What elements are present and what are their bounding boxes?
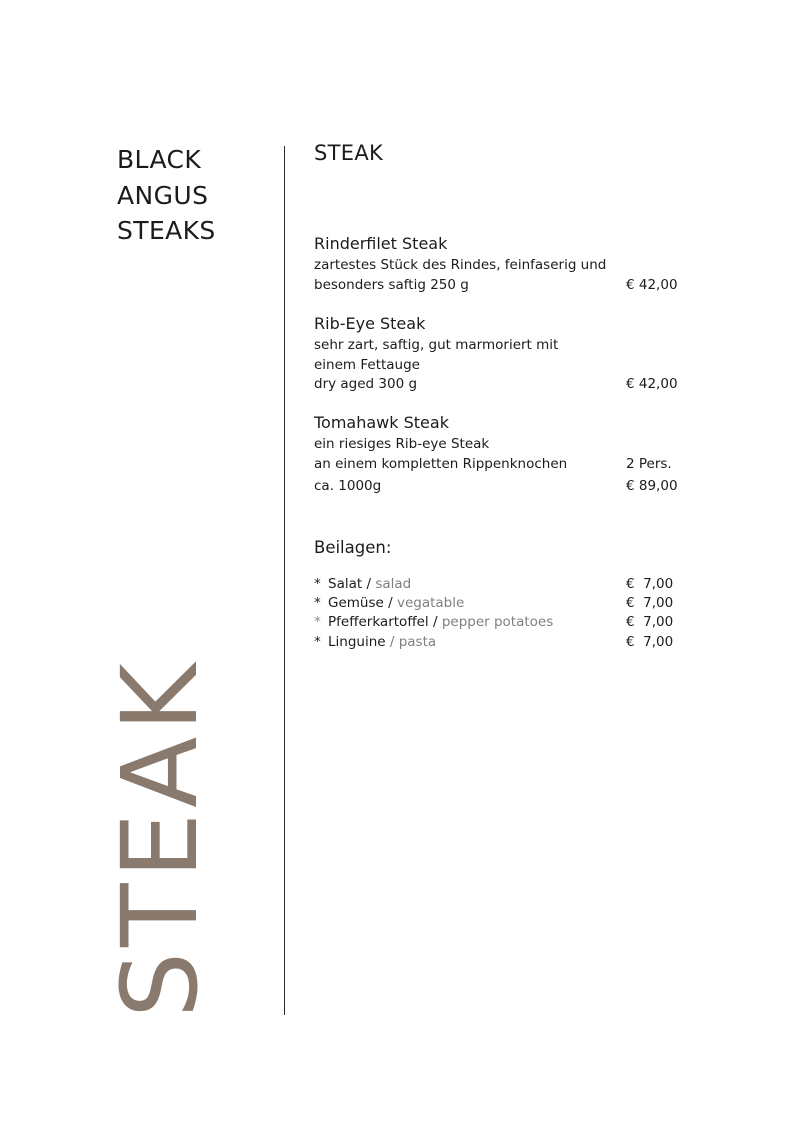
slash-separator: /: [362, 576, 376, 592]
bullet-asterisk: *: [314, 633, 321, 650]
section-title: STEAK: [314, 141, 384, 165]
description-text: sehr zart, saftig, gut marmoriert mit: [314, 337, 559, 353]
menu-item-description: [314, 435, 674, 455]
item-price: € 89,00: [626, 478, 678, 495]
item-price: [626, 435, 674, 455]
slash-separator: /: [385, 633, 399, 650]
menu-item-description: [314, 336, 674, 356]
decorative-vertical-heading: STEAK: [99, 658, 221, 1018]
description-text: besonders saftig 250 g: [314, 276, 469, 293]
description-text: zartestes Stück des Rindes, feinfaserig und: [314, 257, 607, 273]
menu-item: [314, 313, 678, 395]
description-text: ein riesiges Rib-eye Steak: [314, 436, 490, 452]
bullet-asterisk: *: [314, 595, 321, 612]
category-title-line: STEAKS: [117, 216, 216, 245]
menu-item-name: Rinderfilet Steak: [314, 234, 448, 253]
side-name-en: pasta: [398, 633, 437, 650]
item-price: [626, 256, 674, 276]
slash-separator: /: [428, 614, 442, 631]
bullet-asterisk: *: [314, 576, 321, 592]
item-price: [626, 356, 674, 376]
sides-list: [314, 575, 674, 652]
side-name-de: Gemüse: [328, 595, 384, 612]
menu-item-description: [314, 477, 678, 497]
menu-item-name: Rib-Eye Steak: [314, 314, 426, 333]
side-name-de: Pfefferkartoffel: [328, 614, 429, 631]
side-name-en: salad: [375, 576, 412, 592]
description-text: einem Fettauge: [314, 356, 420, 373]
menu-item-description: [314, 375, 678, 395]
side-name-de: Linguine: [328, 633, 386, 650]
description-text: ca. 1000g: [314, 478, 382, 495]
side-dish-row: [314, 594, 674, 613]
description-text: dry aged 300 g: [314, 376, 418, 393]
side-price: € 7,00: [626, 614, 674, 631]
side-price: € 7,00: [626, 633, 674, 650]
description-text: an einem kompletten Rippenknochen: [314, 455, 568, 472]
sides-heading: Beilagen:: [314, 538, 392, 557]
item-price: € 42,00: [626, 376, 678, 393]
category-title-line: BLACK: [117, 145, 202, 174]
menu-item-description: [314, 455, 674, 475]
menu-item: [314, 412, 678, 497]
side-name-en: vegatable: [396, 595, 465, 612]
menu-item-name: Tomahawk Steak: [314, 413, 449, 432]
item-price: [626, 336, 674, 356]
menu-item-description: [314, 276, 678, 296]
vertical-divider: [284, 146, 285, 1015]
menu-item-description: [314, 256, 674, 276]
category-title-line: ANGUS: [117, 180, 209, 210]
side-price: € 7,00: [626, 595, 674, 612]
side-dish-row: [314, 633, 674, 652]
menu-item-description: [314, 356, 674, 376]
item-price: € 42,00: [626, 276, 678, 293]
side-name-en: pepper potatoes: [441, 614, 554, 631]
side-name-de: Salat: [328, 576, 363, 592]
menu-category-title: [117, 142, 216, 249]
side-dish-row: [314, 575, 674, 594]
item-price: 2 Pers.: [626, 455, 672, 472]
side-dish-row: [314, 613, 674, 632]
menu-item: [314, 233, 678, 295]
side-price: € 7,00: [626, 576, 674, 592]
slash-separator: /: [383, 595, 397, 612]
bullet-asterisk: *: [314, 614, 321, 631]
